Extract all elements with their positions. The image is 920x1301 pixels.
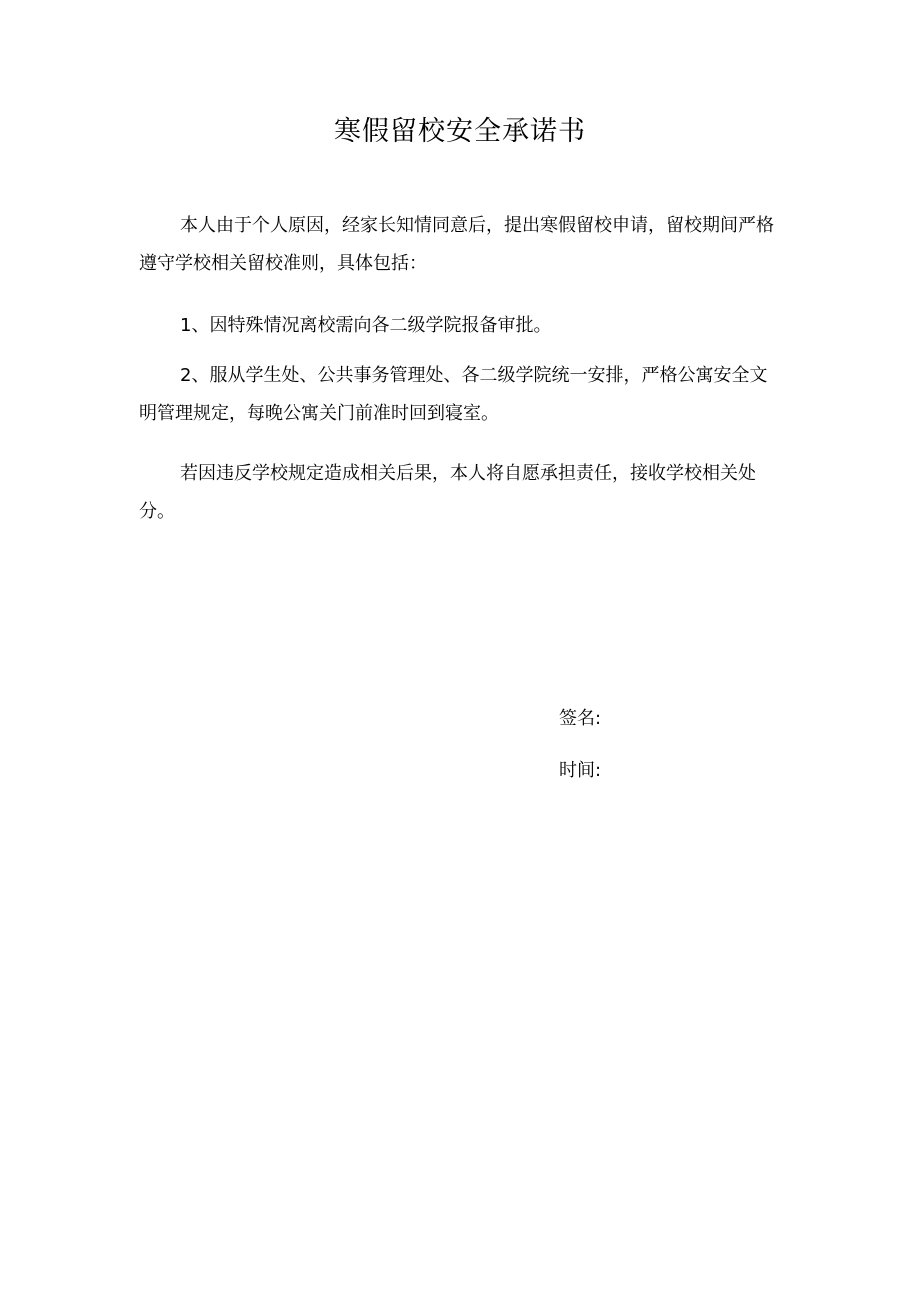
paragraph-rule-2: 2、服从学生处、公共事务管理处、各二级学院统一安排，严格公寓安全文明管理规定，每晚公寓关门前准时回到寝室。 (139, 365, 768, 424)
document-title: 寒假留校安全承诺书 (334, 116, 586, 147)
paragraph-rule-1: 1、因特殊情况离校需向各二级学院报备审批。 (180, 315, 552, 336)
signature-label: 签名: (559, 708, 602, 729)
paragraph-consequence: 若因违反学校规定造成相关后果，本人将自愿承担责任，接收学校相关处分。 (139, 463, 756, 522)
paragraph-intro: 本人由于个人原因，经家长知情同意后，提出寒假留校申请，留校期间严格遵守学校相关留校准则，具体包括： (139, 215, 774, 274)
date-label: 时间: (559, 760, 602, 781)
